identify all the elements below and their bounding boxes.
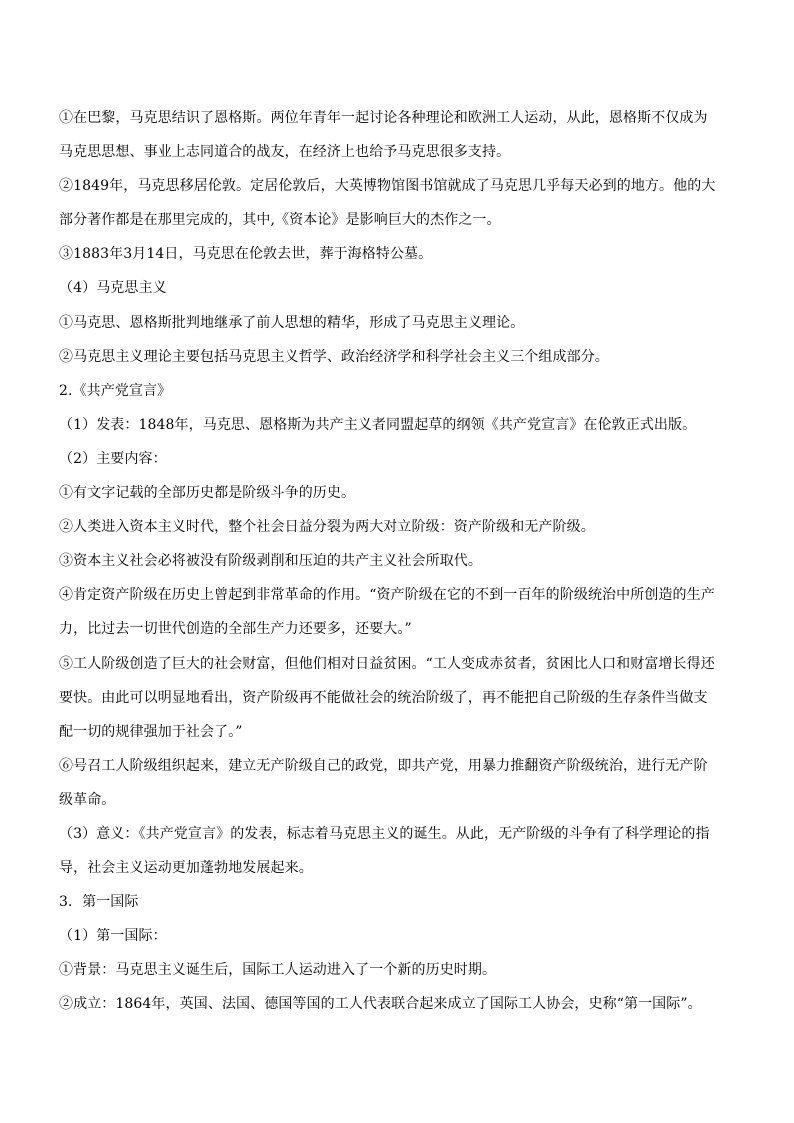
text-line: 部分著作都是在那里完成的，其中,《资本论》是影响巨大的杰作之一。 bbox=[59, 212, 501, 229]
text-line: 3．第一国际 bbox=[59, 894, 139, 911]
text-line: ⑤工人阶级创造了巨大的社会财富，但他们相对日益贫困。“工人变成赤贫者，贫困比人口和财富增长得还 bbox=[59, 655, 715, 672]
text-line: 级革命。 bbox=[59, 791, 116, 808]
text-line: ③1883年3月14日，马克思在伦敦去世，葬于海格特公墓。 bbox=[59, 246, 433, 263]
text-line: ①在巴黎，马克思结识了恩格斯。两位年青年一起讨论各种理论和欧洲工人运动，从此，恩格斯不仅成为 bbox=[59, 110, 708, 126]
document-body bbox=[59, 101, 735, 1022]
text-line: ②1849年，马克思移居伦敦。定居伦敦后，大英博物馆图书馆就成了马克思几乎每天必到的地方。他的大 bbox=[59, 178, 716, 195]
text-line: ②人类进入资本主义时代，整个社会日益分裂为两大对立阶级：资产阶级和无产阶级。 bbox=[59, 519, 595, 536]
text-line: ②马克思主义理论主要包括马克思主义哲学、政治经济学和科学社会主义三个组成部分。 bbox=[59, 348, 609, 365]
text-line: ②成立：1864年，英国、法国、德国等国的工人代表联合起来成立了国际工人协会，史称“第一国际”。 bbox=[59, 996, 702, 1013]
text-line: ①马克思、恩格斯批判地继承了前人思想的精华，形成了马克思主义理论。 bbox=[59, 314, 525, 331]
text-line: ①有文字记载的全部历史都是阶级斗争的历史。 bbox=[59, 485, 356, 502]
text-line: 力，比过去一切世代创造的全部生产力还要多，还要大。” bbox=[59, 621, 412, 638]
text-line: ③资本主义社会必将被没有阶级剥削和压迫的共产主义社会所取代。 bbox=[59, 553, 482, 570]
text-line: （1）发表：1848年，马克思、恩格斯为共产主义者同盟起草的纲领《共产党宣言》在伦敦正式出版。 bbox=[59, 416, 697, 433]
text-line: （4）马克思主义 bbox=[59, 280, 167, 297]
text-line: ④肯定资产阶级在历史上曾起到非常革命的作用。“资产阶级在它的不到一百年的阶级统治中所创造的生产 bbox=[59, 587, 715, 604]
text-line: ⑥号召工人阶级组织起来，建立无产阶级自己的政党，即共产党，用暴力推翻资产阶级统治，进行无产阶 bbox=[59, 757, 708, 774]
text-line: （1）第一国际： bbox=[59, 928, 167, 945]
text-line: 2.《共产党宣言》 bbox=[59, 382, 172, 399]
text-line: 要快。由此可以明显地看出，资产阶级再不能做社会的统治阶级了，再不能把自己阶级的生存条件当做支 bbox=[59, 689, 708, 706]
text-line: ①背景：马克思主义诞生后，国际工人运动进入了一个新的历史时期。 bbox=[59, 962, 497, 979]
text-line: 配一切的规律强加于社会了。” bbox=[59, 723, 243, 740]
text-line: 导，社会主义运动更加蓬勃地发展起来。 bbox=[59, 860, 313, 877]
text-line: （2）主要内容： bbox=[59, 450, 167, 467]
text-line: 马克思思想、事业上志同道合的战友，在经济上也给予马克思很多支持。 bbox=[59, 144, 511, 161]
text-line: （3）意义：《共产党宣言》的发表，标志着马克思主义的诞生。从此，无产阶级的斗争有了科学理论的指 bbox=[59, 825, 710, 842]
